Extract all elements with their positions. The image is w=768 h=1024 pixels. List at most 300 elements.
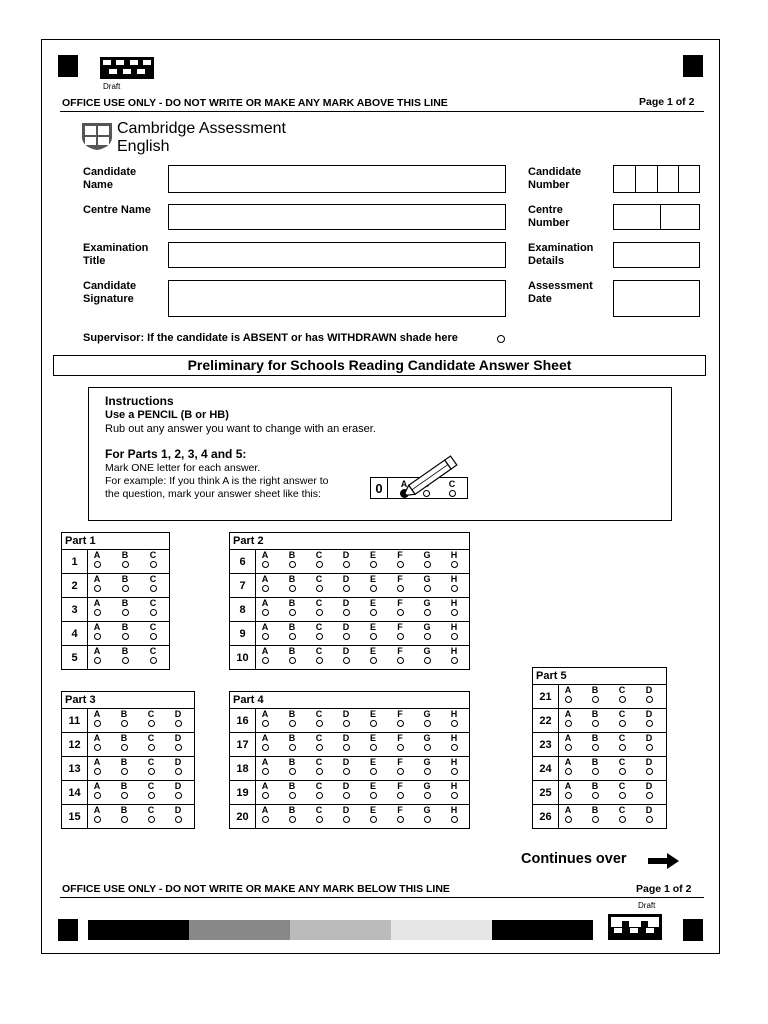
option-letter: A [93,709,101,719]
bubble-circle-icon [370,561,377,568]
option-letter: B [591,733,599,743]
option-letter: C [149,574,157,584]
bubble-circle-icon [397,792,404,799]
examination-details-label: Examination Details [528,242,594,267]
answer-bubble[interactable] [449,623,459,640]
answer-bubble[interactable] [146,710,156,727]
question-number: 13 [62,757,88,781]
answer-bubble[interactable] [119,806,129,823]
question-number: 3 [62,598,88,622]
bubble-circle-icon [289,609,296,616]
answer-bubble[interactable] [287,623,297,640]
option-letter: D [174,709,182,719]
option-letter: A [93,646,101,656]
bubble-circle-icon [343,792,350,799]
answer-bubble[interactable] [341,758,351,775]
candidate-number-field[interactable] [613,165,700,193]
answer-bubble[interactable] [368,599,378,616]
answer-bubble[interactable] [287,710,297,727]
answer-bubble[interactable] [368,623,378,640]
answer-bubble[interactable] [314,806,324,823]
answer-bubble[interactable] [395,710,405,727]
option-letter: G [423,550,431,560]
bubble-circle-icon [316,792,323,799]
option-letter: D [342,805,350,815]
answer-bubble[interactable] [92,623,102,640]
question-row [230,805,470,829]
question-row [533,781,667,805]
answer-bubble[interactable] [260,782,270,799]
calibration-block [290,920,391,940]
question-number: 26 [533,805,559,829]
bubble-circle-icon [343,561,350,568]
answer-bubble[interactable] [590,758,600,775]
answer-bubble[interactable] [422,758,432,775]
bubble-circle-icon [451,561,458,568]
question-number: 22 [533,709,559,733]
question-row [230,781,470,805]
answer-bubble[interactable] [563,734,573,751]
answer-bubble[interactable] [368,575,378,592]
assessment-date-label: Assessment Date [528,280,593,305]
answer-bubble[interactable] [617,734,627,751]
option-letter: C [618,685,626,695]
option-letter: C [315,574,323,584]
answer-bubble[interactable] [422,575,432,592]
question-row [62,781,195,805]
page-number-bottom: Page 1 of 2 [636,883,692,895]
answer-bubble[interactable] [449,575,459,592]
bubble-circle-icon [289,585,296,592]
answer-bubble[interactable] [617,710,627,727]
bubble-circle-icon [121,768,128,775]
option-letter: H [450,622,458,632]
question-row [62,598,170,622]
bubble-circle-icon [316,768,323,775]
answer-bubble[interactable] [148,599,158,616]
option-letter: C [149,598,157,608]
bubble-circle-icon [424,585,431,592]
answer-bubble[interactable] [287,806,297,823]
option-letter: C [618,781,626,791]
answer-bubble[interactable] [92,782,102,799]
bottom-divider [60,897,704,898]
answer-bubble[interactable] [287,734,297,751]
option-letter: B [120,709,128,719]
answer-bubble[interactable] [119,734,129,751]
instructions-pencil: Use a PENCIL (B or HB) [105,409,229,421]
bubble-circle-icon [316,720,323,727]
arrow-right-icon [648,852,680,870]
answer-bubble[interactable] [341,782,351,799]
bubble-circle-icon [343,585,350,592]
examination-details-field[interactable] [613,242,700,268]
centre-number-field[interactable] [613,204,700,230]
answer-bubble[interactable] [92,734,102,751]
answer-bubble[interactable] [92,806,102,823]
option-letter: B [288,757,296,767]
option-letter: C [618,805,626,815]
answer-bubble[interactable] [92,710,102,727]
question-number: 24 [533,757,559,781]
option-letter: D [174,733,182,743]
answer-bubble[interactable] [644,806,654,823]
bubble-circle-icon [619,696,626,703]
answer-bubble[interactable] [120,623,130,640]
candidate-signature-field[interactable] [168,280,506,317]
bubble-circle-icon [451,633,458,640]
bubble-circle-icon [316,816,323,823]
calibration-block [391,920,492,940]
answer-bubble[interactable] [260,758,270,775]
answer-bubble[interactable] [563,686,573,703]
answer-bubble[interactable] [395,758,405,775]
bubble-circle-icon [343,768,350,775]
absent-withdrawn-bubble[interactable] [497,335,505,343]
answer-bubble[interactable] [120,551,130,568]
instructions-example-line2: the question, mark your answer sheet like this: [105,488,321,500]
calibration-block [189,920,290,940]
answer-bubble[interactable] [146,806,156,823]
bubble-circle-icon [316,609,323,616]
question-row [62,622,170,646]
bubble-circle-icon [150,561,157,568]
answer-bubble[interactable] [260,551,270,568]
answer-bubble[interactable] [422,710,432,727]
answer-bubble[interactable] [590,710,600,727]
answer-bubble[interactable] [287,599,297,616]
centre-name-field[interactable] [168,204,506,230]
bubble-circle-icon [122,633,129,640]
barcode-mark-bottom [608,914,662,940]
answer-bubble[interactable] [422,647,432,664]
option-letter: F [397,550,403,560]
answer-bubble[interactable] [260,599,270,616]
answer-bubble[interactable] [617,806,627,823]
bubble-circle-icon [150,657,157,664]
question-row [230,757,470,781]
option-letter: F [397,781,403,791]
bubble-circle-icon [451,768,458,775]
answer-bubble[interactable] [260,647,270,664]
bubble-circle-icon [175,816,182,823]
answer-bubble[interactable] [395,647,405,664]
option-letter: A [261,757,269,767]
assessment-date-field[interactable] [613,280,700,317]
answer-bubble[interactable] [314,551,324,568]
answer-bubble[interactable] [341,710,351,727]
examination-title-field[interactable] [168,242,506,268]
option-letter: D [645,757,653,767]
answer-bubble[interactable] [590,734,600,751]
option-letter: A [261,781,269,791]
question-number: 7 [230,574,256,598]
answer-bubble[interactable] [395,734,405,751]
answer-bubble[interactable] [92,599,102,616]
part1-grid [61,532,170,670]
question-number: 11 [62,709,88,733]
option-letter: G [423,781,431,791]
answer-bubble[interactable] [92,647,102,664]
answer-bubble[interactable] [449,551,459,568]
centre-name-label: Centre Name [83,204,151,216]
bubble-circle-icon [619,816,626,823]
answer-bubble[interactable] [146,758,156,775]
answer-bubble[interactable] [173,782,183,799]
option-letter: B [591,685,599,695]
answer-bubble[interactable] [287,782,297,799]
option-letter: C [149,550,157,560]
option-letter: B [288,550,296,560]
option-letter: D [645,709,653,719]
answer-bubble[interactable] [260,806,270,823]
top-divider [60,111,704,112]
answer-bubble[interactable] [92,551,102,568]
candidate-name-field[interactable] [168,165,506,193]
answer-bubble[interactable] [314,647,324,664]
answer-bubble[interactable] [120,647,130,664]
answer-bubble[interactable] [617,758,627,775]
answer-bubble[interactable] [644,782,654,799]
bubble-circle-icon [646,816,653,823]
answer-bubble[interactable] [314,758,324,775]
answer-bubble[interactable] [119,782,129,799]
option-letter: B [288,574,296,584]
option-letter: B [121,598,129,608]
answer-bubble[interactable] [173,806,183,823]
answer-bubble[interactable] [422,599,432,616]
answer-bubble[interactable] [146,734,156,751]
part2-title: Part 2 [230,533,470,550]
answer-bubble[interactable] [368,647,378,664]
bubble-circle-icon [451,816,458,823]
question-row [533,757,667,781]
option-letter: D [645,781,653,791]
bubble-circle-icon [94,720,101,727]
bubble-circle-icon [94,585,101,592]
option-letter: B [288,733,296,743]
supervisor-note: Supervisor: If the candidate is ABSENT or has WITHDRAWN shade here [83,332,458,344]
answer-bubble[interactable] [617,686,627,703]
option-letter: A [93,757,101,767]
bubble-circle-icon [289,792,296,799]
option-letter: E [369,757,376,767]
bubble-circle-icon [397,657,404,664]
answer-bubble[interactable] [368,710,378,727]
answer-bubble[interactable] [148,623,158,640]
answer-bubble[interactable] [563,758,573,775]
question-row [62,757,195,781]
answer-bubble[interactable] [260,575,270,592]
answer-bubble[interactable] [341,623,351,640]
bubble-circle-icon [370,792,377,799]
answer-bubble[interactable] [314,710,324,727]
bubble-circle-icon [370,609,377,616]
option-letter: A [261,646,269,656]
answer-bubble[interactable] [590,806,600,823]
bubble-circle-icon [121,744,128,751]
answer-bubble[interactable] [368,551,378,568]
answer-bubble[interactable] [395,551,405,568]
answer-bubble[interactable] [449,734,459,751]
question-row [62,709,195,733]
answer-bubble[interactable] [563,806,573,823]
bubble-circle-icon [370,633,377,640]
bubble-circle-icon [451,609,458,616]
option-letter: G [423,757,431,767]
answer-bubble[interactable] [449,758,459,775]
answer-bubble[interactable] [260,710,270,727]
question-row [533,685,667,709]
option-letter: E [369,598,376,608]
answer-bubble[interactable] [368,782,378,799]
option-letter: H [450,805,458,815]
option-letter: E [369,805,376,815]
answer-bubble[interactable] [314,623,324,640]
answer-bubble[interactable] [314,734,324,751]
answer-bubble[interactable] [287,647,297,664]
option-letter: A [564,757,572,767]
question-row [230,598,470,622]
option-letter: B [288,709,296,719]
part3-grid [61,691,195,829]
bubble-circle-icon [343,816,350,823]
answer-bubble[interactable] [173,758,183,775]
answer-bubble[interactable] [368,806,378,823]
bubble-circle-icon [289,657,296,664]
option-letter: E [369,709,376,719]
bubble-circle-icon [397,768,404,775]
answer-bubble[interactable] [563,782,573,799]
answer-bubble[interactable] [368,758,378,775]
bubble-circle-icon [370,585,377,592]
bubble-circle-icon [289,720,296,727]
bubble-circle-icon [262,816,269,823]
answer-bubble[interactable] [422,551,432,568]
answer-bubble[interactable] [92,575,102,592]
bubble-circle-icon [424,657,431,664]
answer-bubble[interactable] [120,575,130,592]
answer-bubble[interactable] [617,782,627,799]
registration-mark-top-left [58,55,78,77]
answer-bubble[interactable] [314,782,324,799]
answer-bubble[interactable] [395,782,405,799]
answer-bubble[interactable] [422,623,432,640]
option-letter: C [147,757,155,767]
option-letter: E [369,622,376,632]
bubble-circle-icon [150,609,157,616]
answer-bubble[interactable] [119,710,129,727]
answer-bubble[interactable] [368,734,378,751]
answer-bubble[interactable] [590,686,600,703]
option-letter: B [591,805,599,815]
answer-bubble[interactable] [173,710,183,727]
bubble-circle-icon [122,561,129,568]
answer-bubble[interactable] [148,647,158,664]
answer-bubble[interactable] [644,758,654,775]
question-number: 1 [62,550,88,574]
answer-bubble[interactable] [173,734,183,751]
bubble-circle-icon [397,633,404,640]
bubble-circle-icon [424,561,431,568]
example-option-c: C [447,480,457,497]
answer-bubble[interactable] [341,734,351,751]
option-letter: B [288,646,296,656]
answer-bubble[interactable] [449,647,459,664]
part3-title: Part 3 [62,692,195,709]
option-letter: C [315,805,323,815]
answer-bubble[interactable] [395,599,405,616]
bubble-circle-icon [343,609,350,616]
option-letter: B [591,757,599,767]
bubble-circle-icon [646,720,653,727]
answer-bubble[interactable] [563,710,573,727]
answer-bubble[interactable] [341,575,351,592]
option-letter: G [423,733,431,743]
answer-bubble[interactable] [341,599,351,616]
answer-bubble[interactable] [260,734,270,751]
answer-bubble[interactable] [644,686,654,703]
bubble-circle-icon [122,657,129,664]
answer-bubble[interactable] [148,551,158,568]
bubble-circle-icon [175,720,182,727]
option-letter: C [315,622,323,632]
answer-bubble[interactable] [395,575,405,592]
answer-bubble[interactable] [260,623,270,640]
question-number: 8 [230,598,256,622]
answer-bubble[interactable] [314,575,324,592]
bubble-circle-icon [262,609,269,616]
answer-bubble[interactable] [449,782,459,799]
answer-bubble[interactable] [119,758,129,775]
answer-bubble[interactable] [341,647,351,664]
bubble-circle-icon [262,768,269,775]
answer-bubble[interactable] [341,551,351,568]
option-letter: D [342,646,350,656]
answer-bubble[interactable] [314,599,324,616]
option-letter: B [121,622,129,632]
question-row [230,622,470,646]
answer-bubble[interactable] [422,782,432,799]
bubble-circle-icon [289,816,296,823]
answer-bubble[interactable] [395,806,405,823]
answer-bubble[interactable] [287,575,297,592]
option-letter: D [342,781,350,791]
answer-bubble[interactable] [422,734,432,751]
answer-bubble[interactable] [449,710,459,727]
bubble-circle-icon [343,657,350,664]
answer-bubble[interactable] [449,806,459,823]
example-option-a: A [399,480,409,498]
answer-bubble[interactable] [287,551,297,568]
answer-bubble[interactable] [590,782,600,799]
answer-bubble[interactable] [644,734,654,751]
answer-bubble[interactable] [395,623,405,640]
answer-bubble[interactable] [341,806,351,823]
option-letter: A [93,574,101,584]
answer-bubble[interactable] [644,710,654,727]
bubble-circle-icon [451,657,458,664]
answer-bubble[interactable] [449,599,459,616]
answer-bubble[interactable] [148,575,158,592]
option-letter: D [342,622,350,632]
answer-bubble[interactable] [92,758,102,775]
answer-bubble[interactable] [422,806,432,823]
option-letter: F [397,646,403,656]
answer-bubble[interactable] [146,782,156,799]
answer-bubble[interactable] [287,758,297,775]
answer-bubble[interactable] [120,599,130,616]
